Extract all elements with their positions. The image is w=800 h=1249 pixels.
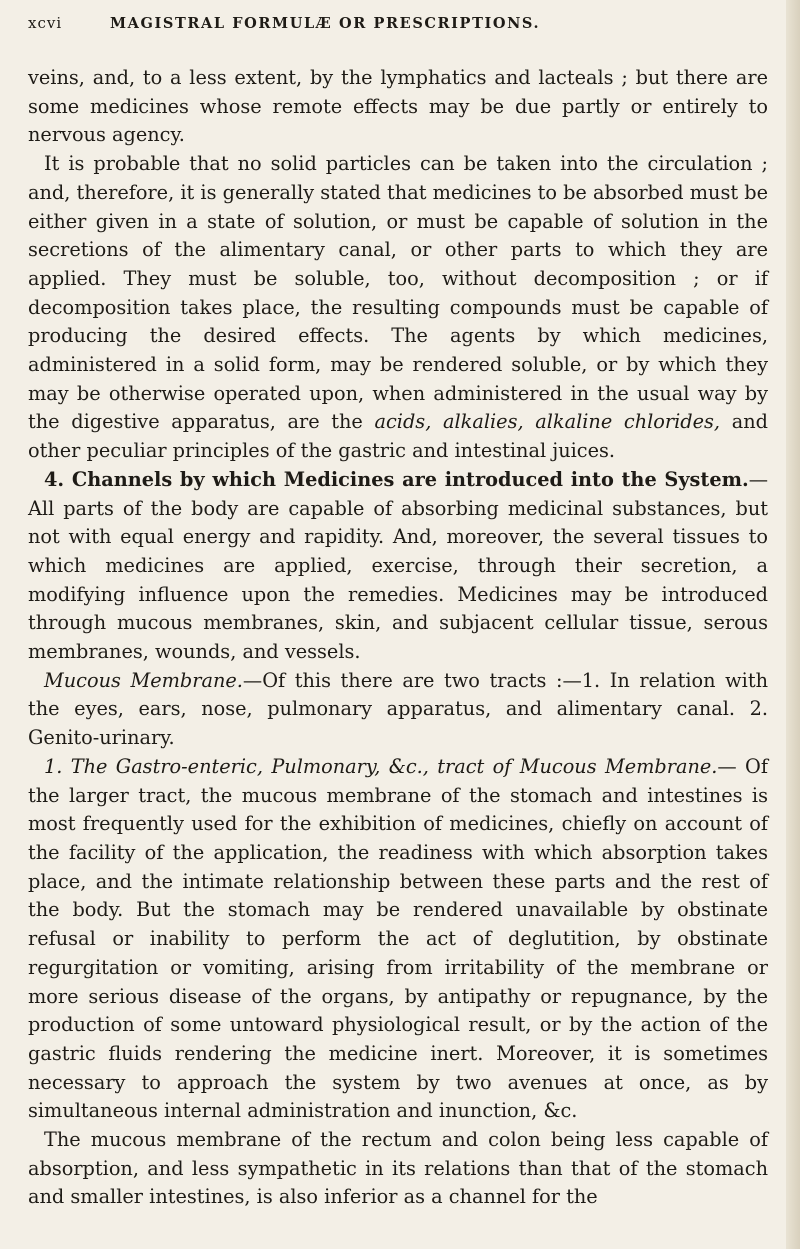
gastro-enteric-paragraph [28, 753, 768, 1126]
paragraph-2-italic: acids, alkalies, alkaline chlorides, [374, 410, 721, 434]
paragraph-1: veins, and, to a less extent, by the lymphatics and lacteals ; but there are some medicines whose remote effects may be due partly or entirely to nervous agency. [28, 66, 768, 147]
page-number: xcvi [28, 14, 63, 32]
last-paragraph: The mucous membrane of the rectum and colon being less capable of absorption, and less sympathetic in its relations than that of the stomach and smaller intestines, is also inferior as a channel for the [28, 1128, 768, 1209]
book-page [28, 14, 768, 1212]
section-4-text: —All parts of the body are capable of absorbing medicinal substances, but not with equal energy and rapidity. And, moreover, the several tissues to which medicines are applied, exercise, through their secretion, a modifying influence upon the remedies. Medicines may be introduced through mucous membranes, skin, and subjacent cellular tissue, serous membranes, wounds, and vessels. [28, 467, 768, 664]
page-edge [786, 0, 800, 1249]
section-4 [28, 466, 768, 667]
paragraph-2-text: It is probable that no solid particles can be taken into the circulation ; and, therefore, it is generally stated that medicines to be absorbed must be either given in a state of solution, or must be capable of solution in the secretions of the alimentary canal, or other parts to which they are applied. They must be soluble, too, without decomposition ; or if decomposition takes place, the resulting compounds must be capable of producing the desired effects. The agents by which medicines, administered in a solid form, may be rendered soluble, or by which they may be otherwise operated upon, when administered in the usual way by the digestive apparatus, are the [28, 152, 768, 434]
section-4-heading: 4. Channels by which Medicines are introduced into the System. [44, 467, 749, 491]
gastro-enteric-text: — Of the larger tract, the mucous membrane of the stomach and intestines is most frequently used for the exhibition of medicines, chiefly on account of the facility of the application, the readiness with which absorption takes place, and the intimate relationship between these parts and the rest of the body. But the stomach may be rendered unavailable by obstinate refusal or inability to perform the act of deglutition, by obstinate regurgitation or vomiting, arising from irritability of the membrane or more serious disease of the organs, by antipathy or repugnance, by the production of some untoward physiological result, or by the action of the gastric fluids rendering the medicine inert. Moreover, it is sometimes necessary to approach the system by two avenues at once, as by simultaneous internal administration and inunction, &c. [28, 754, 768, 1123]
body-text [28, 64, 768, 1212]
mucous-membrane-paragraph [28, 667, 768, 753]
paragraph-2 [28, 150, 768, 466]
paragraph-2-end: and other peculiar principles of the gastric and intestinal juices. [28, 410, 768, 463]
running-head: MAGISTRAL FORMULÆ OR PRESCRIPTIONS. [110, 15, 541, 32]
gastro-enteric-label: 1. The Gastro-enteric, Pulmonary, &c., tract of Mucous Membrane. [44, 754, 718, 778]
mucous-membrane-text: —Of this there are two tracts :—1. In relation with the eyes, ears, nose, pulmonary apparatus, and alimentary canal. 2. Genito-urinary. [28, 668, 768, 750]
mucous-membrane-label: Mucous Membrane. [44, 668, 243, 692]
page-header [28, 14, 768, 64]
